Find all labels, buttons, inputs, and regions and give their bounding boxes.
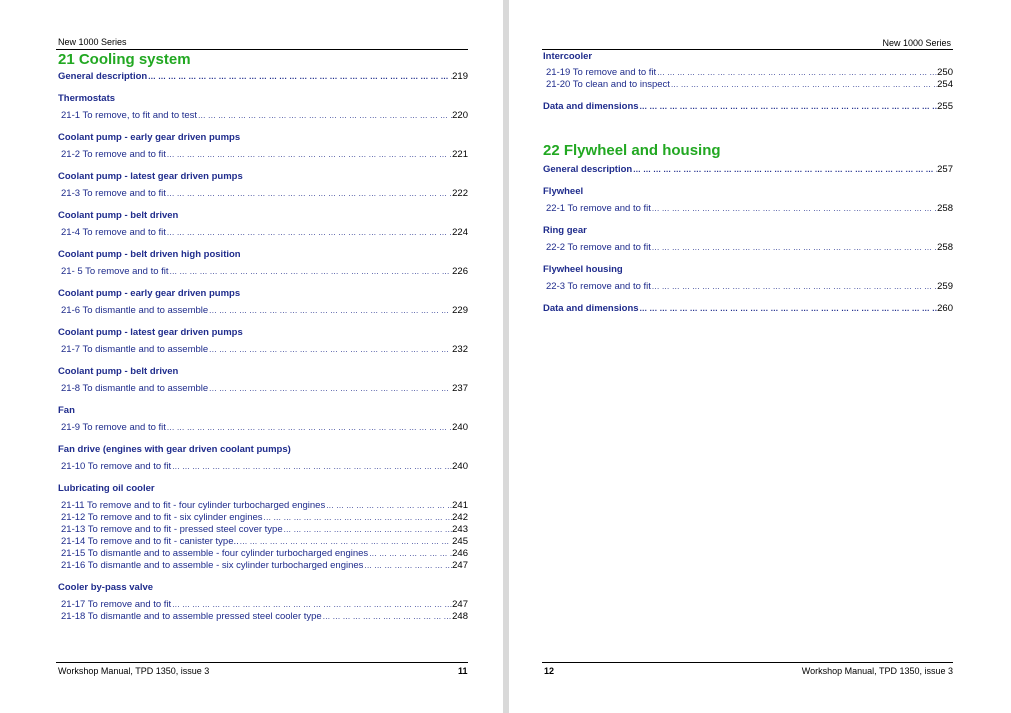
- leader-dots: [166, 188, 452, 200]
- toc-group: [58, 444, 468, 473]
- leader-dots: [208, 383, 452, 395]
- toc-entry[interactable]: 21-15 To dismantle and to assemble - four cylinder turbocharged engines ... . 246: [58, 548, 468, 560]
- page-ref: 241: [452, 500, 468, 511]
- leader-dots: [171, 599, 452, 611]
- page-ref: 240: [452, 461, 468, 472]
- toc-entry[interactable]: 21-4 To remove and to fit ... . 224: [58, 227, 468, 239]
- toc-group: [58, 132, 468, 161]
- page-ref: 260: [937, 303, 953, 314]
- toc-group: [543, 264, 953, 293]
- page-ref: 222: [452, 188, 468, 199]
- footer-text: Workshop Manual, TPD 1350, issue 3: [801, 666, 953, 676]
- toc-entry-data-dimensions[interactable]: Data and dimensions ... . 255: [543, 101, 953, 113]
- leader-dots: [197, 110, 452, 122]
- page-ref: 221: [452, 149, 468, 160]
- right-page: [509, 0, 1011, 713]
- group-title: Lubricating oil cooler: [58, 483, 155, 494]
- toc-group: [58, 93, 468, 122]
- leader-dots: [147, 71, 452, 83]
- page-ref: 254: [937, 79, 953, 90]
- page-ref: 248: [452, 611, 468, 622]
- group-title: Coolant pump - latest gear driven pumps: [58, 171, 243, 182]
- page-ref: 257: [937, 164, 953, 175]
- leader-dots: [632, 164, 937, 176]
- page-ref: 258: [937, 242, 953, 253]
- page-ref: 250: [937, 67, 953, 78]
- toc-group: [58, 249, 468, 278]
- page-ref: 232: [452, 344, 468, 355]
- toc-entry[interactable]: 21-17 To remove and to fit ... . 247: [58, 599, 468, 611]
- leader-dots: [166, 227, 452, 239]
- toc-content: [543, 51, 953, 315]
- page-ref: 258: [937, 203, 953, 214]
- toc-group: [58, 366, 468, 395]
- toc-entry[interactable]: 21-13 To remove and to fit - pressed steel cover type ... . 243: [58, 524, 468, 536]
- page-ref: 255: [937, 101, 953, 112]
- leader-dots: [363, 560, 452, 572]
- leader-dots: [325, 500, 452, 512]
- leader-dots: [651, 242, 937, 254]
- page-ref: 226: [452, 266, 468, 277]
- page-ref: 243: [452, 524, 468, 535]
- page-number: 11: [458, 666, 468, 676]
- toc-entry[interactable]: 21-20 To clean and to inspect ... . 254: [543, 79, 953, 91]
- page-ref: 229: [452, 305, 468, 316]
- toc-entry-data-dimensions[interactable]: Data and dimensions ... . 260: [543, 303, 953, 315]
- leader-dots: [208, 305, 452, 317]
- toc-data-dimensions-22: [543, 303, 953, 315]
- page-ref: 224: [452, 227, 468, 238]
- toc-entry[interactable]: 21-10 To remove and to fit ... . 240: [58, 461, 468, 473]
- group-title: Ring gear: [543, 225, 587, 236]
- toc-group: [58, 582, 468, 623]
- toc-entry[interactable]: 22-1 To remove and to fit ... . 258: [543, 203, 953, 215]
- group-title: Coolant pump - belt driven high position: [58, 249, 241, 260]
- chapter-title: 21 Cooling system: [58, 51, 191, 68]
- leader-dots: [166, 149, 452, 161]
- page-number: 12: [544, 666, 555, 676]
- toc-group: [58, 210, 468, 239]
- leader-dots: [368, 548, 452, 560]
- toc-group: [58, 171, 468, 200]
- toc-entry[interactable]: 21-9 To remove and to fit ... . 240: [58, 422, 468, 434]
- left-page: [0, 0, 503, 713]
- page-ref: 242: [452, 512, 468, 523]
- toc-entry[interactable]: 21-14 To remove and to fit - canister type.. ... . 245: [58, 536, 468, 548]
- footer-rule: [56, 662, 468, 663]
- toc-entry[interactable]: 21-8 To dismantle and to assemble ... . 237: [58, 383, 468, 395]
- leader-dots: [169, 266, 453, 278]
- toc-entry[interactable]: 21-11 To remove and to fit - four cylinder turbocharged engines ... . 241: [58, 500, 468, 512]
- group-title: Coolant pump - latest gear driven pumps: [58, 327, 243, 338]
- toc-group: [58, 327, 468, 356]
- group-title: Coolant pump - belt driven: [58, 366, 179, 377]
- leader-dots: [651, 281, 937, 293]
- leader-dots: [283, 524, 453, 536]
- leader-dots: [171, 461, 452, 473]
- group-title: Cooler by-pass valve: [58, 582, 154, 593]
- page-ref: 246: [452, 548, 468, 559]
- toc-entry[interactable]: 22-2 To remove and to fit ... . 258: [543, 242, 953, 254]
- page-ref: 220: [452, 110, 468, 121]
- toc-entry[interactable]: 21-12 To remove and to fit - six cylinder engines ... . 242: [58, 512, 468, 524]
- page-ref: 237: [452, 383, 468, 394]
- page-ref: 247: [452, 560, 468, 571]
- toc-group: [58, 483, 468, 572]
- toc-entry[interactable]: 21-7 To dismantle and to assemble ... . 232: [58, 344, 468, 356]
- toc-entry[interactable]: 21-18 To dismantle and to assemble pressed steel cooler type ... . 248: [58, 611, 468, 623]
- toc-general: [543, 164, 953, 176]
- toc-groups: [58, 93, 468, 623]
- toc-entry[interactable]: 22-3 To remove and to fit ... . 259: [543, 281, 953, 293]
- leader-dots: [166, 422, 452, 434]
- leader-dots: [239, 536, 452, 548]
- group-title: Fan drive (engines with gear driven coolant pumps): [58, 444, 291, 455]
- page-ref: 259: [937, 281, 953, 292]
- page-header: New 1000 Series: [882, 38, 951, 48]
- page-ref: 245: [452, 536, 468, 547]
- toc-group: [58, 405, 468, 434]
- toc-entry[interactable]: 21-6 To dismantle and to assemble ... . 229: [58, 305, 468, 317]
- leader-dots: [651, 203, 937, 215]
- leader-dots: [322, 611, 452, 623]
- footer-text: Workshop Manual, TPD 1350, issue 3: [58, 666, 210, 676]
- toc-entry[interactable]: 21-16 To dismantle and to assemble - six cylinder turbocharged engines ... . 247: [58, 560, 468, 572]
- toc-general: [58, 71, 468, 83]
- toc-entry[interactable]: 21-2 To remove and to fit ... . 221: [58, 149, 468, 161]
- group-title: Fan: [58, 405, 75, 416]
- leader-dots: [263, 512, 453, 524]
- group-title: Thermostats: [58, 93, 116, 104]
- toc-entry[interactable]: 21- 5 To remove and to fit ... . 226: [58, 266, 468, 278]
- toc-content: [58, 51, 468, 623]
- chapter-title: 22 Flywheel and housing: [543, 142, 721, 159]
- leader-dots: [670, 79, 937, 91]
- toc-entry-general-description[interactable]: General description ... . 257: [543, 164, 953, 176]
- page-ref: 219: [452, 71, 468, 82]
- leader-dots: [208, 344, 452, 356]
- toc-entry[interactable]: 21-1 To remove, to fit and to test ... . 220: [58, 110, 468, 122]
- leader-dots: [639, 303, 938, 315]
- toc-data-dimensions-21: [543, 101, 953, 113]
- leader-dots: [656, 67, 937, 79]
- group-title: Coolant pump - early gear driven pumps: [58, 132, 241, 143]
- toc-groups: [543, 186, 953, 293]
- footer-rule: [542, 662, 953, 663]
- group-title: Coolant pump - early gear driven pumps: [58, 288, 241, 299]
- toc-group: [58, 288, 468, 317]
- toc-group: [543, 225, 953, 254]
- leader-dots: [639, 101, 938, 113]
- page-ref: 240: [452, 422, 468, 433]
- page-header: New 1000 Series: [58, 37, 127, 47]
- toc-group-intercooler: [543, 51, 953, 91]
- group-title: Flywheel: [543, 186, 584, 197]
- group-title: Coolant pump - belt driven: [58, 210, 179, 221]
- toc-entry[interactable]: 21-19 To remove and to fit ... . 250: [543, 67, 953, 79]
- group-title: Flywheel housing: [543, 264, 623, 275]
- header-rule: [542, 49, 953, 50]
- header-rule: [56, 49, 468, 50]
- toc-group: [543, 186, 953, 215]
- group-title: Intercooler: [543, 51, 593, 62]
- page-ref: 247: [452, 599, 468, 610]
- toc-entry-general-description[interactable]: General description ... . 219: [58, 71, 468, 83]
- toc-entry[interactable]: 21-3 To remove and to fit ... . 222: [58, 188, 468, 200]
